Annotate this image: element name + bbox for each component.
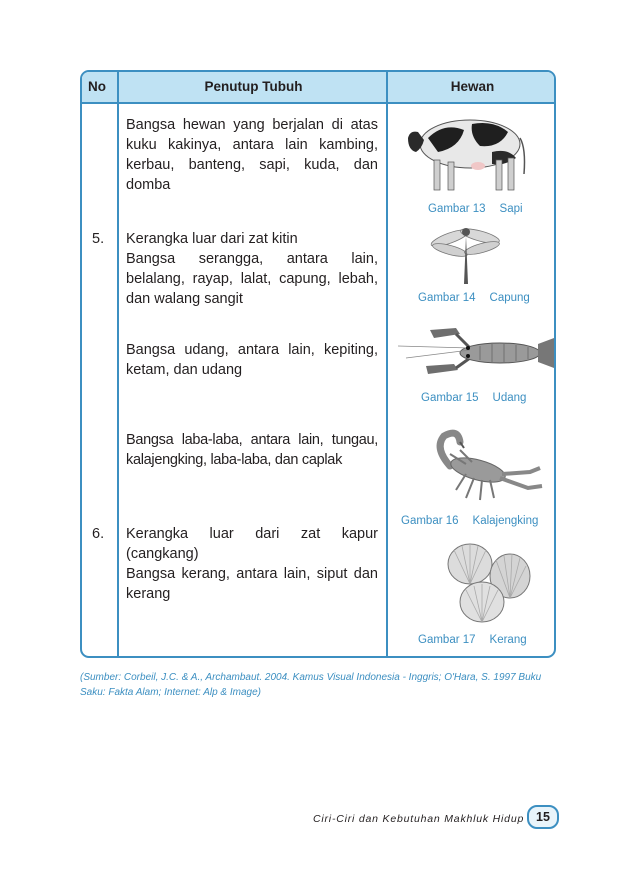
- scorpion-image: [420, 428, 544, 504]
- page-number: 15: [527, 805, 559, 829]
- shell-image: [438, 540, 534, 626]
- row-number: 6.: [92, 526, 105, 542]
- figure-caption: Gambar 15 Udang: [421, 392, 527, 404]
- shrimp-image: [396, 320, 556, 386]
- column-divider: [117, 72, 119, 656]
- cow-image: [404, 108, 546, 196]
- source-citation: (Sumber: Corbeil, J.C. & A., Archambaut. 2004. Kamus Visual Indonesia - Inggris; O'Hara, S. 1997 Buku Saku: Fakta Alam; Internet: Alp & Image): [80, 672, 542, 698]
- figure-caption: Gambar 13 Sapi: [428, 203, 523, 215]
- row-text-arachnid: Bangsa laba-laba, antara lain, tungau, kalajengking, laba-laba, dan caplak: [126, 432, 378, 468]
- row-text-hoofed: Bangsa hewan yang berjalan di atas kuku kakinya, antara lain kambing, kerbau, banteng, sapi, kuda, dan domba: [126, 117, 378, 193]
- table-header: [82, 72, 554, 104]
- row-text-insects: Kerangka luar dari zat kitin Bangsa serangga, antara lain, belalang, rayap, lalat, capung, lebah, dan walang sangit: [126, 231, 378, 307]
- header-penutup-tubuh: Penutup Tubuh: [204, 79, 303, 94]
- dragonfly-image: [430, 222, 500, 286]
- figure-caption: Gambar 16 Kalajengking: [401, 515, 539, 527]
- row-text-crustacean: Bangsa udang, antara lain, kepiting, ketam, dan udang: [126, 342, 378, 378]
- header-hewan: Hewan: [450, 79, 495, 94]
- footer-chapter-title: Ciri-Ciri dan Kebutuhan Makhluk Hidup: [313, 813, 525, 825]
- row-text-shells: Kerangka luar dari zat kapur (cangkang) Bangsa kerang, antara lain, siput dan kerang: [126, 526, 378, 602]
- column-divider: [386, 72, 388, 656]
- figure-caption: Gambar 14 Capung: [418, 292, 530, 304]
- header-no: No: [88, 79, 106, 94]
- animal-table: [80, 70, 556, 658]
- row-number: 5.: [92, 231, 105, 247]
- figure-caption: Gambar 17 Kerang: [418, 634, 527, 646]
